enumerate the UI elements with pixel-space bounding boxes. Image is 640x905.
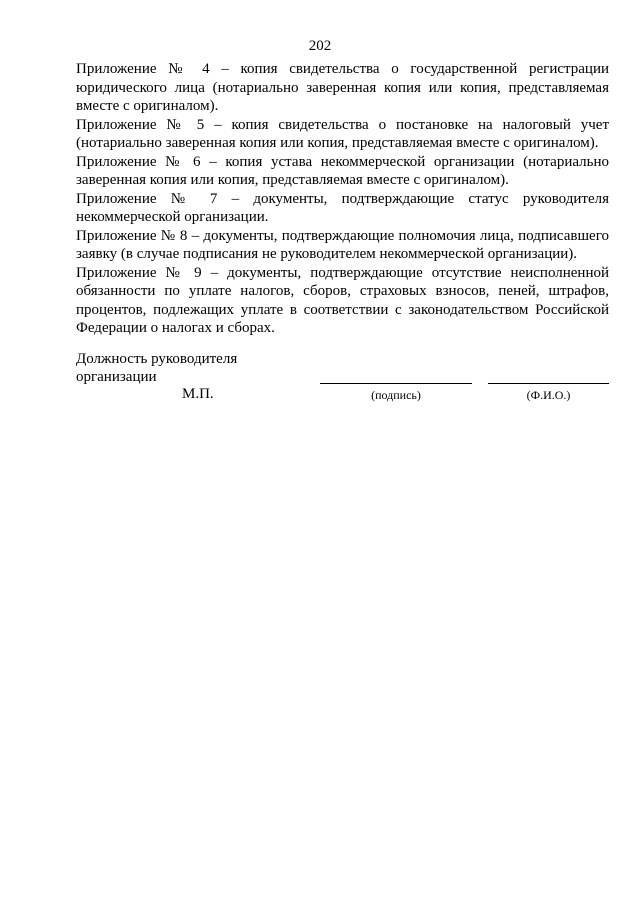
seal-label: М.П.: [182, 386, 214, 402]
attachment-5: Приложение № 5 – копия свидетельства о постановке на налоговый учет (нотариально заверенная копия или копия, представляемая вместе с оригиналом).: [76, 116, 609, 151]
position-label-line2: организации: [76, 369, 157, 385]
name-line: [488, 383, 609, 384]
signature-line: [320, 383, 472, 384]
attachment-9: Приложение № 9 – документы, подтверждающие отсутствие неисполненной обязанности по уплате налогов, сборов, страховых взносов, пеней, штрафов, процентов, подлежащих уплате в соответствии с законодательством Российской Федерации о налогах и сборах.: [76, 264, 609, 336]
position-label-line1: Должность руководителя: [76, 351, 238, 367]
signature-block: [76, 350, 616, 410]
page-number: 202: [308, 38, 332, 54]
signature-caption: (подпись): [371, 388, 421, 402]
attachment-4: Приложение № 4 – копия свидетельства о государственной регистрации юридического лица (нотариально заверенная копия или копия, представляемая вместе с оригиналом).: [76, 61, 609, 114]
attachments-list: [76, 60, 609, 338]
attachment-6: Приложение № 6 – копия устава некоммерческой организации (нотариально заверенная копия или копия, представляемая вместе с оригиналом).: [76, 153, 609, 188]
attachment-8: Приложение № 8 – документы, подтверждающие полномочия лица, подписавшего заявку (в случае подписания не руководителем некоммерческой организации).: [76, 227, 609, 262]
position-label: [76, 350, 237, 386]
attachment-7: Приложение № 7 – документы, подтверждающие статус руководителя некоммерческой организации.: [76, 190, 609, 225]
name-caption: (Ф.И.О.): [526, 388, 571, 402]
